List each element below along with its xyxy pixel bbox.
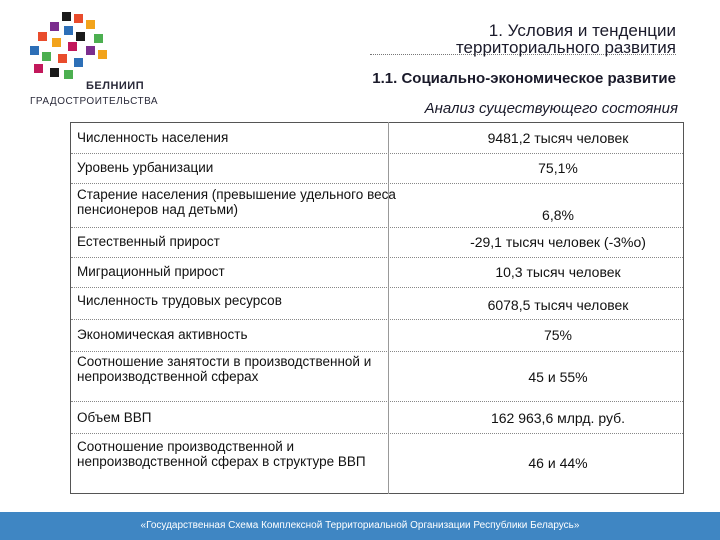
logo-name: БЕЛНИИП — [86, 80, 145, 92]
row-label: Численность населения — [77, 130, 229, 145]
row-value: 9481,2 тысяч человек — [487, 130, 629, 146]
page-title-line2: территориального развития — [455, 38, 676, 57]
table-row — [71, 123, 683, 154]
row-label: Объем ВВП — [77, 410, 152, 425]
row-label: Старение населения (превышение удельного веса пенсионеров над детьми) — [77, 187, 396, 217]
footer-text: «Государственная Схема Комплексной Территориальной Организации Республики Беларусь» — [140, 520, 580, 531]
table-row — [71, 153, 683, 184]
row-value: 75,1% — [538, 160, 578, 176]
logo-subtitle: ГРАДОСТРОИТЕЛЬСТВА — [30, 96, 159, 107]
row-value: 10,3 тысяч человек — [495, 264, 621, 280]
title-divider — [370, 54, 676, 55]
page-title — [456, 22, 676, 56]
row-value: 6,8% — [542, 207, 574, 223]
page-title-line1: 1. Условия и тенденции — [488, 21, 676, 40]
row-value: 162 963,6 млрд. руб. — [490, 410, 626, 426]
table-row — [71, 183, 683, 228]
table-row — [71, 227, 683, 258]
table-row — [71, 257, 683, 288]
analysis-heading: Анализ существующего состояния — [424, 100, 678, 117]
section-subtitle: 1.1. Социально-экономическое развитие — [372, 70, 676, 87]
row-label: Миграционный прирост — [77, 264, 225, 279]
row-value: -29,1 тысяч человек (-3%о) — [470, 234, 646, 250]
row-label: Соотношение производственной и непроизводственной сферах в структуре ВВП — [77, 439, 366, 469]
row-value: 6078,5 тысяч человек — [487, 297, 629, 313]
table-row — [71, 433, 683, 493]
table-row — [71, 401, 683, 434]
row-label: Естественный прирост — [77, 234, 220, 249]
table-row — [71, 319, 683, 352]
row-value: 46 и 44% — [528, 455, 588, 471]
indicators-table — [70, 122, 684, 494]
row-label: Экономическая активность — [77, 327, 248, 342]
row-label: Уровень урбанизации — [77, 160, 214, 175]
row-value: 45 и 55% — [528, 369, 588, 385]
row-value: 75% — [543, 327, 573, 343]
table-row — [71, 351, 683, 402]
logo-mosaic-icon — [28, 12, 108, 82]
logo — [28, 12, 159, 107]
footer-bar — [0, 512, 720, 540]
row-label: Численность трудовых ресурсов — [77, 293, 282, 308]
row-label: Соотношение занятости в производственной и непроизводственной сферах — [77, 354, 372, 384]
table-column-divider — [388, 122, 389, 494]
table-row — [71, 287, 683, 320]
